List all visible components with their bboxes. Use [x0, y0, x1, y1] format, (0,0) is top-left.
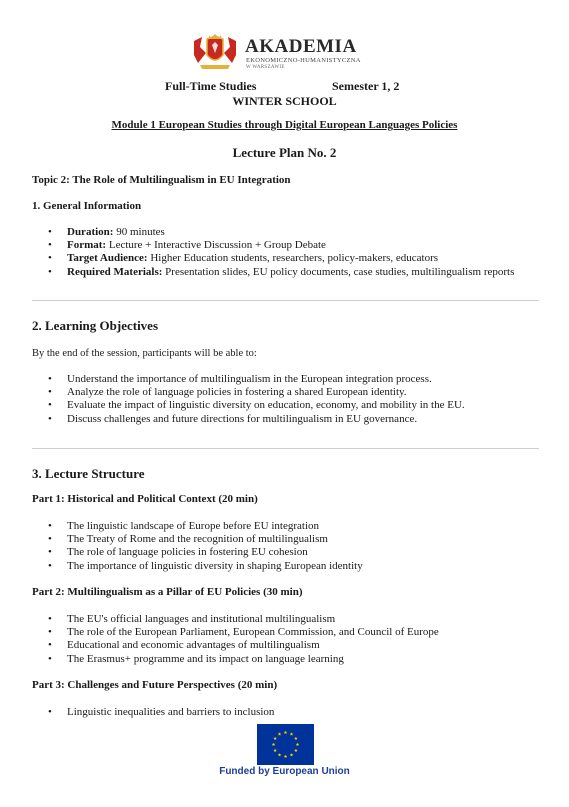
logo-name: AKADEMIA [245, 36, 357, 57]
study-mode: Full-Time Studies [165, 79, 257, 93]
part-2-list [32, 613, 439, 666]
funded-by-eu-text: Funded by European Union [219, 766, 350, 777]
part-3-list [32, 706, 274, 719]
part-item-text: The Treaty of Rome and the recognition of multilingualism [67, 533, 328, 546]
part-3-title: Part 3: Challenges and Future Perspectives (20 min) [32, 679, 278, 691]
objectives-list [32, 373, 465, 426]
objective-text: Discuss challenges and future directions for multilingualism in EU governance. [67, 412, 418, 425]
divider [32, 300, 539, 301]
divider [32, 448, 539, 449]
topic-heading: Topic 2: The Role of Multilingualism in EU Integration [32, 174, 291, 186]
part-item-text: Educational and economic advantages of multilingualism [67, 639, 320, 652]
list-item [32, 639, 439, 652]
general-info-heading: 1. General Information [32, 200, 142, 212]
objectives-intro: By the end of the session, participants will be able to: [32, 348, 257, 359]
part-item-text: The importance of linguistic diversity in shaping European identity [67, 559, 363, 572]
module-title: Module 1 European Studies through Digital European Languages Policies [111, 119, 458, 131]
logo-subtitle: EKONOMICZNO-HUMANISTYCZNA [246, 57, 361, 64]
bullet-icon: • [48, 399, 52, 412]
list-item [32, 520, 363, 533]
bullet-icon: • [48, 706, 52, 718]
bullet-icon: • [48, 652, 52, 665]
bullet-icon: • [48, 559, 52, 572]
info-value: Higher Education students, researchers, policy-makers, educators [147, 252, 439, 265]
part-2-title: Part 2: Multilingualism as a Pillar of EU Policies (30 min) [32, 586, 303, 598]
part-1-list [32, 520, 363, 573]
info-label: Target Audience: [67, 252, 148, 265]
list-item [32, 653, 439, 666]
list-item [32, 399, 465, 412]
info-value: 90 minutes [113, 226, 165, 238]
list-item [32, 226, 514, 239]
bullet-icon: • [48, 239, 52, 252]
objective-text: Evaluate the impact of linguistic diversity on education, economy, and mobility in the EU. [67, 399, 465, 412]
list-item [32, 239, 514, 252]
bullet-icon: • [48, 520, 52, 532]
info-value: Lecture + Interactive Discussion + Group Debate [106, 239, 326, 252]
lecture-title: Lecture Plan No. 2 [232, 145, 337, 160]
bullet-icon: • [48, 533, 52, 546]
bullet-icon: • [48, 412, 52, 425]
list-item [32, 413, 465, 426]
bullet-icon: • [48, 252, 52, 265]
part-item-text: The role of language policies in fostering EU cohesion [67, 546, 308, 559]
part-item-text: The Erasmus+ programme and its impact on language learning [67, 652, 344, 665]
list-item [32, 252, 514, 265]
list-item [32, 546, 363, 559]
academy-logo [190, 33, 390, 73]
part-item-text: The role of the European Parliament, European Commission, and Council of Europe [67, 626, 439, 639]
part-1-title: Part 1: Historical and Political Context (20 min) [32, 493, 258, 505]
general-info-list [32, 226, 514, 279]
part-item-text: The linguistic landscape of Europe before EU integration [67, 520, 319, 532]
list-item [32, 266, 514, 279]
bullet-icon: • [48, 613, 52, 625]
crest-icon [190, 33, 240, 73]
info-label: Required Materials: [67, 265, 163, 278]
bullet-icon: • [48, 639, 52, 652]
info-label: Format: [67, 239, 107, 252]
bullet-icon: • [48, 373, 52, 385]
bullet-icon: • [48, 265, 52, 278]
bullet-icon: • [48, 386, 52, 399]
bullet-icon: • [48, 626, 52, 639]
list-item [32, 560, 363, 573]
objective-text: Understand the importance of multilingualism in the European integration process. [67, 373, 432, 385]
part-item-text: Linguistic inequalities and barriers to inclusion [67, 706, 275, 718]
bullet-icon: • [48, 226, 52, 238]
list-item [32, 373, 465, 386]
objectives-heading: 2. Learning Objectives [32, 318, 159, 333]
list-item [32, 706, 274, 719]
list-item [32, 386, 465, 399]
list-item [32, 626, 439, 639]
info-value: Presentation slides, EU policy documents, case studies, multilingualism reports [162, 265, 515, 278]
structure-heading: 3. Lecture Structure [32, 466, 145, 481]
part-item-text: The EU's official languages and institutional multilingualism [67, 613, 336, 625]
school-name: WINTER SCHOOL [232, 94, 337, 108]
bullet-icon: • [48, 546, 52, 559]
objective-text: Analyze the role of language policies in fostering a shared European identity. [67, 386, 407, 399]
semester: Semester 1, 2 [332, 79, 400, 93]
eu-flag-icon [257, 724, 314, 765]
list-item [32, 613, 439, 626]
logo-city: W WARSZAWIE [246, 65, 285, 70]
list-item [32, 533, 363, 546]
info-label: Duration: [67, 226, 114, 238]
